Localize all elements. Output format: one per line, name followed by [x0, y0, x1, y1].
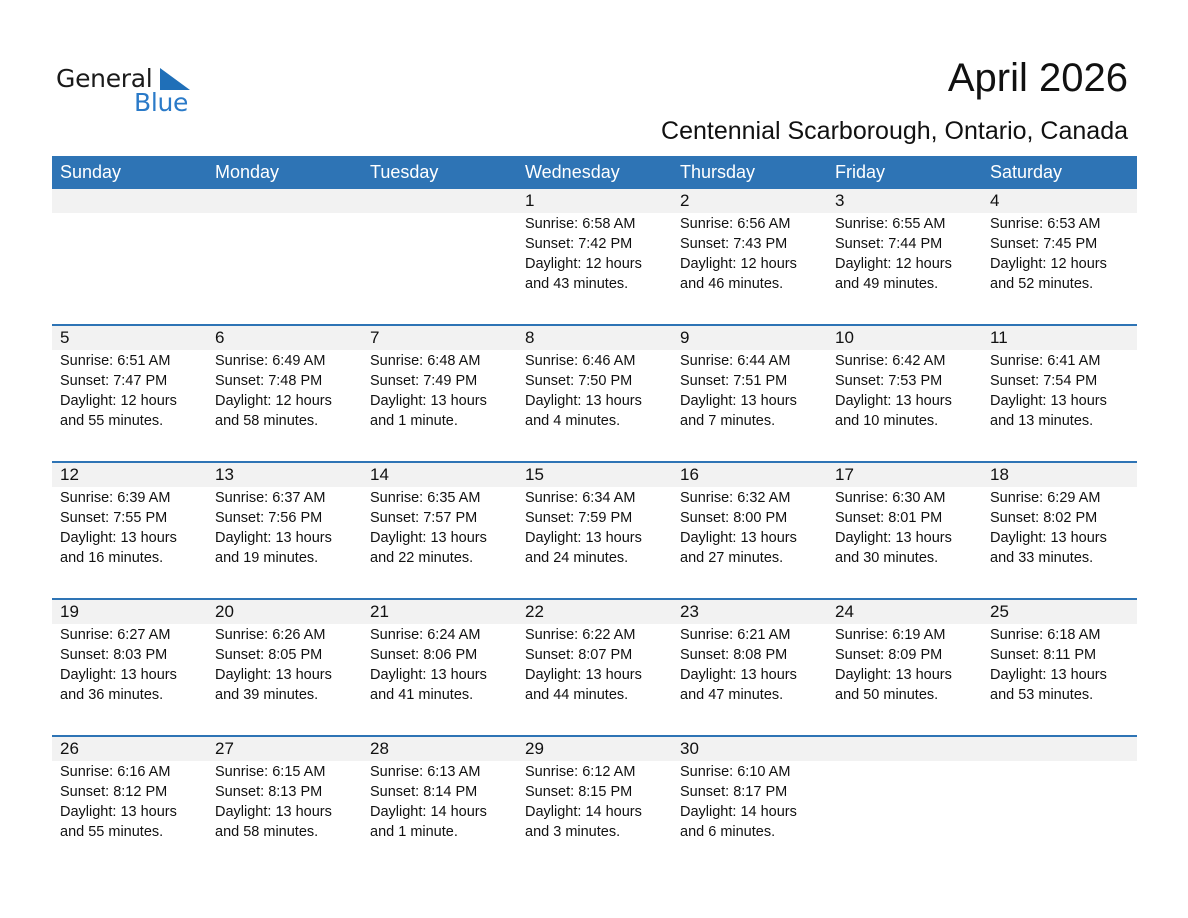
day-number: 1 — [525, 191, 535, 210]
daylight-text: Daylight: 12 hours — [835, 256, 952, 272]
daylight-text: and 46 minutes. — [680, 276, 784, 292]
sunset-text: Sunset: 7:51 PM — [680, 373, 788, 389]
daylight-text: and 36 minutes. — [60, 687, 164, 703]
sunrise-text: Sunrise: 6:55 AM — [835, 216, 946, 232]
sunrise-text: Sunrise: 6:24 AM — [370, 627, 481, 643]
day-number: 14 — [370, 465, 389, 484]
daylight-text: Daylight: 13 hours — [990, 393, 1107, 409]
week-row — [52, 598, 1137, 735]
day-number: 2 — [680, 191, 690, 210]
sunset-text: Sunset: 7:49 PM — [370, 373, 478, 389]
daylight-text: Daylight: 13 hours — [835, 530, 952, 546]
sunrise-text: Sunrise: 6:34 AM — [525, 490, 636, 506]
day-cell — [52, 213, 207, 324]
daylight-text: and 41 minutes. — [370, 687, 474, 703]
sunrise-text: Sunrise: 6:49 AM — [215, 353, 326, 369]
sunset-text: Sunset: 7:44 PM — [835, 236, 943, 252]
page-title: April 2026 — [947, 56, 1128, 100]
sunset-text: Sunset: 7:53 PM — [835, 373, 943, 389]
sunrise-text: Sunrise: 6:27 AM — [60, 627, 171, 643]
day-number: 6 — [215, 328, 225, 347]
weekday-thursday: Thursday — [680, 162, 756, 182]
daylight-text: Daylight: 13 hours — [835, 667, 952, 683]
day-cell — [52, 350, 207, 461]
sunrise-text: Sunrise: 6:39 AM — [60, 490, 171, 506]
day-number: 4 — [990, 191, 1000, 210]
sunset-text: Sunset: 7:59 PM — [525, 510, 633, 526]
day-cell — [517, 350, 672, 461]
day-details-row — [52, 350, 1137, 461]
sunset-text: Sunset: 7:57 PM — [370, 510, 478, 526]
daylight-text: Daylight: 13 hours — [990, 530, 1107, 546]
daylight-text: and 3 minutes. — [525, 824, 621, 840]
day-number: 22 — [525, 602, 544, 621]
sunset-text: Sunset: 7:50 PM — [525, 373, 633, 389]
sunrise-text: Sunrise: 6:18 AM — [990, 627, 1101, 643]
daylight-text: and 22 minutes. — [370, 550, 474, 566]
day-number: 26 — [60, 739, 79, 758]
daylight-text: Daylight: 12 hours — [680, 256, 797, 272]
logo-triangle-icon — [160, 68, 190, 90]
daylight-text: and 19 minutes. — [215, 550, 319, 566]
day-cell — [827, 487, 982, 598]
day-number-band — [52, 463, 1137, 487]
daylight-text: and 33 minutes. — [990, 550, 1094, 566]
day-number: 3 — [835, 191, 845, 210]
sunset-text: Sunset: 8:11 PM — [990, 647, 1097, 663]
daylight-text: and 55 minutes. — [60, 824, 164, 840]
day-number: 27 — [215, 739, 234, 758]
day-number — [52, 189, 207, 213]
day-number: 29 — [525, 739, 544, 758]
day-cell — [827, 213, 982, 324]
day-cell — [982, 761, 1137, 872]
sunrise-text: Sunrise: 6:56 AM — [680, 216, 791, 232]
sunrise-text: Sunrise: 6:35 AM — [370, 490, 481, 506]
weekday-monday: Monday — [215, 162, 280, 182]
day-number: 30 — [680, 739, 699, 758]
daylight-text: and 1 minute. — [370, 413, 458, 429]
day-number: 7 — [370, 328, 380, 347]
daylight-text: Daylight: 13 hours — [215, 804, 332, 820]
day-number: 9 — [680, 328, 690, 347]
weekday-wednesday: Wednesday — [525, 162, 620, 182]
daylight-text: and 39 minutes. — [215, 687, 319, 703]
sunset-text: Sunset: 7:43 PM — [680, 236, 788, 252]
day-number: 19 — [60, 602, 79, 621]
weekday-saturday: Saturday — [990, 162, 1063, 182]
daylight-text: Daylight: 12 hours — [525, 256, 642, 272]
daylight-text: and 16 minutes. — [60, 550, 164, 566]
day-number: 24 — [835, 602, 854, 621]
day-number — [362, 189, 517, 213]
sunset-text: Sunset: 8:02 PM — [990, 510, 1098, 526]
sunset-text: Sunset: 7:47 PM — [60, 373, 168, 389]
day-number: 10 — [835, 328, 854, 347]
daylight-text: and 55 minutes. — [60, 413, 164, 429]
weeks-container — [52, 189, 1137, 872]
day-number-band — [52, 326, 1137, 350]
sunset-text: Sunset: 7:48 PM — [215, 373, 323, 389]
daylight-text: and 44 minutes. — [525, 687, 629, 703]
day-cell — [517, 487, 672, 598]
sunset-text: Sunset: 7:55 PM — [60, 510, 168, 526]
sunrise-text: Sunrise: 6:13 AM — [370, 764, 481, 780]
day-number: 21 — [370, 602, 389, 621]
daylight-text: and 53 minutes. — [990, 687, 1094, 703]
daylight-text: and 50 minutes. — [835, 687, 939, 703]
day-number: 16 — [680, 465, 699, 484]
sunrise-text: Sunrise: 6:21 AM — [680, 627, 791, 643]
logo-word-general: General — [56, 64, 153, 93]
day-cell — [827, 624, 982, 735]
daylight-text: and 13 minutes. — [990, 413, 1094, 429]
sunset-text: Sunset: 8:06 PM — [370, 647, 478, 663]
sunset-text: Sunset: 7:42 PM — [525, 236, 633, 252]
daylight-text: Daylight: 13 hours — [835, 393, 952, 409]
day-number: 25 — [990, 602, 1009, 621]
day-cell — [672, 213, 827, 324]
daylight-text: and 49 minutes. — [835, 276, 939, 292]
sunrise-text: Sunrise: 6:46 AM — [525, 353, 636, 369]
day-cell — [207, 213, 362, 324]
daylight-text: Daylight: 12 hours — [990, 256, 1107, 272]
sunset-text: Sunset: 8:17 PM — [680, 784, 788, 800]
daylight-text: Daylight: 14 hours — [525, 804, 642, 820]
daylight-text: Daylight: 13 hours — [60, 667, 177, 683]
sunset-text: Sunset: 8:07 PM — [525, 647, 633, 663]
daylight-text: Daylight: 13 hours — [525, 530, 642, 546]
sunset-text: Sunset: 8:01 PM — [835, 510, 943, 526]
day-cell — [982, 487, 1137, 598]
daylight-text: Daylight: 13 hours — [370, 667, 487, 683]
daylight-text: Daylight: 13 hours — [370, 393, 487, 409]
daylight-text: Daylight: 13 hours — [215, 667, 332, 683]
day-number-band — [52, 189, 1137, 213]
day-number: 23 — [680, 602, 699, 621]
day-cell — [517, 213, 672, 324]
calendar-grid — [52, 156, 1137, 872]
daylight-text: Daylight: 13 hours — [525, 393, 642, 409]
sunset-text: Sunset: 8:03 PM — [60, 647, 168, 663]
daylight-text: Daylight: 14 hours — [370, 804, 487, 820]
day-number: 11 — [990, 328, 1008, 347]
sunrise-text: Sunrise: 6:41 AM — [990, 353, 1101, 369]
daylight-text: Daylight: 13 hours — [525, 667, 642, 683]
day-cell — [207, 624, 362, 735]
daylight-text: and 47 minutes. — [680, 687, 784, 703]
daylight-text: and 43 minutes. — [525, 276, 629, 292]
daylight-text: and 58 minutes. — [215, 824, 319, 840]
day-cell — [672, 350, 827, 461]
day-number: 28 — [370, 739, 389, 758]
day-cell — [362, 761, 517, 872]
daylight-text: and 10 minutes. — [835, 413, 939, 429]
sunrise-text: Sunrise: 6:44 AM — [680, 353, 791, 369]
sunrise-text: Sunrise: 6:30 AM — [835, 490, 946, 506]
day-cell — [362, 624, 517, 735]
week-row — [52, 461, 1137, 598]
daylight-text: Daylight: 13 hours — [990, 667, 1107, 683]
sunrise-text: Sunrise: 6:10 AM — [680, 764, 791, 780]
daylight-text: Daylight: 12 hours — [215, 393, 332, 409]
daylight-text: Daylight: 13 hours — [680, 530, 797, 546]
daylight-text: and 27 minutes. — [680, 550, 784, 566]
daylight-text: Daylight: 12 hours — [60, 393, 177, 409]
week-row — [52, 189, 1137, 324]
daylight-text: and 30 minutes. — [835, 550, 939, 566]
sunrise-text: Sunrise: 6:32 AM — [680, 490, 791, 506]
day-cell — [362, 350, 517, 461]
day-details-row — [52, 213, 1137, 324]
daylight-text: Daylight: 13 hours — [60, 804, 177, 820]
day-cell — [517, 761, 672, 872]
logo — [56, 64, 196, 118]
daylight-text: and 24 minutes. — [525, 550, 629, 566]
day-cell — [207, 350, 362, 461]
day-number: 12 — [60, 465, 79, 484]
sunset-text: Sunset: 8:05 PM — [215, 647, 323, 663]
day-cell — [52, 487, 207, 598]
day-cell — [52, 624, 207, 735]
day-number — [982, 737, 1137, 761]
sunrise-text: Sunrise: 6:26 AM — [215, 627, 326, 643]
daylight-text: Daylight: 13 hours — [215, 530, 332, 546]
sunrise-text: Sunrise: 6:53 AM — [990, 216, 1101, 232]
sunrise-text: Sunrise: 6:42 AM — [835, 353, 946, 369]
day-cell — [827, 350, 982, 461]
sunrise-text: Sunrise: 6:19 AM — [835, 627, 946, 643]
sunrise-text: Sunrise: 6:51 AM — [60, 353, 171, 369]
week-row — [52, 324, 1137, 461]
weekday-tuesday: Tuesday — [370, 162, 439, 182]
sunrise-text: Sunrise: 6:29 AM — [990, 490, 1101, 506]
day-cell — [207, 487, 362, 598]
day-number: 8 — [525, 328, 535, 347]
daylight-text: Daylight: 13 hours — [680, 393, 797, 409]
day-number — [827, 737, 982, 761]
sunset-text: Sunset: 8:08 PM — [680, 647, 788, 663]
sunset-text: Sunset: 7:45 PM — [990, 236, 1098, 252]
sunset-text: Sunset: 8:14 PM — [370, 784, 478, 800]
logo-word-blue: Blue — [134, 88, 189, 117]
sunset-text: Sunset: 7:56 PM — [215, 510, 323, 526]
day-number-band — [52, 737, 1137, 761]
day-cell — [207, 761, 362, 872]
sunset-text: Sunset: 8:15 PM — [525, 784, 633, 800]
sunset-text: Sunset: 8:12 PM — [60, 784, 168, 800]
daylight-text: Daylight: 13 hours — [680, 667, 797, 683]
day-number — [207, 189, 362, 213]
day-cell — [362, 213, 517, 324]
daylight-text: and 1 minute. — [370, 824, 458, 840]
daylight-text: Daylight: 13 hours — [370, 530, 487, 546]
sunrise-text: Sunrise: 6:58 AM — [525, 216, 636, 232]
day-cell — [827, 761, 982, 872]
day-details-row — [52, 761, 1137, 872]
location-subtitle: Centennial Scarborough, Ontario, Canada — [661, 117, 1128, 145]
daylight-text: and 4 minutes. — [525, 413, 621, 429]
day-cell — [672, 487, 827, 598]
daylight-text: and 58 minutes. — [215, 413, 319, 429]
day-cell — [52, 761, 207, 872]
day-cell — [672, 624, 827, 735]
day-number: 20 — [215, 602, 234, 621]
day-cell — [672, 761, 827, 872]
sunset-text: Sunset: 8:13 PM — [215, 784, 323, 800]
day-number: 13 — [215, 465, 234, 484]
sunrise-text: Sunrise: 6:48 AM — [370, 353, 481, 369]
day-number: 17 — [835, 465, 854, 484]
day-number: 5 — [60, 328, 70, 347]
day-cell — [362, 487, 517, 598]
daylight-text: Daylight: 14 hours — [680, 804, 797, 820]
sunset-text: Sunset: 7:54 PM — [990, 373, 1098, 389]
sunrise-text: Sunrise: 6:15 AM — [215, 764, 326, 780]
day-details-row — [52, 624, 1137, 735]
day-number: 18 — [990, 465, 1009, 484]
sunset-text: Sunset: 8:09 PM — [835, 647, 943, 663]
daylight-text: and 7 minutes. — [680, 413, 776, 429]
day-cell — [982, 624, 1137, 735]
weekday-friday: Friday — [835, 162, 886, 182]
weekday-header — [52, 156, 1137, 189]
week-row — [52, 735, 1137, 872]
daylight-text: and 52 minutes. — [990, 276, 1094, 292]
day-cell — [982, 350, 1137, 461]
sunrise-text: Sunrise: 6:12 AM — [525, 764, 636, 780]
day-details-row — [52, 487, 1137, 598]
day-number-band — [52, 600, 1137, 624]
sunset-text: Sunset: 8:00 PM — [680, 510, 788, 526]
sunrise-text: Sunrise: 6:37 AM — [215, 490, 326, 506]
daylight-text: Daylight: 13 hours — [60, 530, 177, 546]
day-cell — [517, 624, 672, 735]
weekday-sunday: Sunday — [60, 162, 122, 182]
sunrise-text: Sunrise: 6:22 AM — [525, 627, 636, 643]
sunrise-text: Sunrise: 6:16 AM — [60, 764, 171, 780]
daylight-text: and 6 minutes. — [680, 824, 776, 840]
day-number: 15 — [525, 465, 544, 484]
day-cell — [982, 213, 1137, 324]
